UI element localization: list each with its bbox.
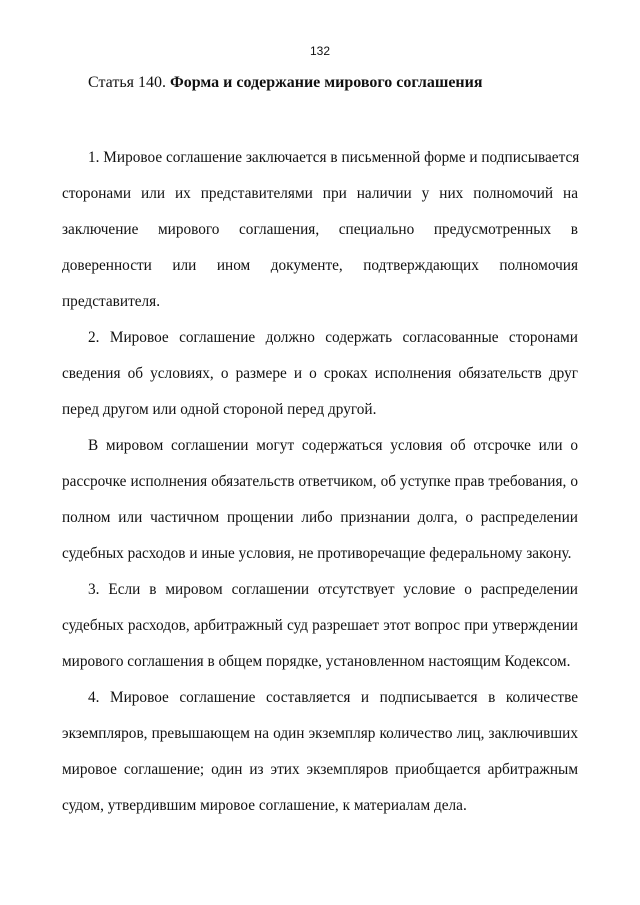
- text-line: представителя.: [62, 293, 161, 310]
- paragraph: [62, 140, 578, 320]
- article-title: [88, 74, 483, 92]
- text-line: сведения об условиях, о размере и о сроках исполнения обязательств друг: [62, 365, 578, 382]
- text-line: 3. Если в мировом соглашении отсутствует условие о распределении: [88, 581, 578, 598]
- paragraph: [62, 572, 578, 680]
- text-line: сторонами или их представителями при наличии у них полномочий на: [62, 185, 578, 202]
- paragraph: [62, 320, 578, 428]
- text-line: рассрочке исполнения обязательств ответчиком, об уступке прав требования, о: [62, 473, 578, 490]
- text-line: перед другом или одной стороной перед другой.: [62, 401, 377, 418]
- article-body: [62, 140, 578, 824]
- text-line: судом, утвердившим мировое соглашение, к материалам дела.: [62, 797, 467, 814]
- text-line: заключение мирового соглашения, специально предусмотренных в: [62, 221, 578, 238]
- text-line: экземпляров, превышающем на один экземпляр количество лиц, заключивших: [62, 725, 578, 742]
- article-heading: Форма и содержание мирового соглашения: [169, 74, 483, 91]
- article-number: Статья 140.: [88, 74, 166, 91]
- text-line: мирового соглашения в общем порядке, установленном настоящим Кодексом.: [62, 653, 571, 670]
- text-line: мировое соглашение; один из этих экземпляров приобщается арбитражным: [62, 761, 578, 778]
- text-line: доверенности или ином документе, подтверждающих полномочия: [62, 257, 578, 274]
- text-line: полном или частичном прощении либо признании долга, о распределении: [62, 509, 578, 526]
- text-line: судебных расходов, арбитражный суд разрешает этот вопрос при утверждении: [62, 617, 578, 634]
- page-number: 132: [309, 44, 331, 58]
- text-line: 1. Мировое соглашение заключается в письменной форме и подписывается: [88, 149, 580, 166]
- text-line: 4. Мировое соглашение составляется и подписывается в количестве: [88, 689, 578, 706]
- text-line: судебных расходов и иные условия, не противоречащие федеральному закону.: [62, 545, 572, 562]
- text-line: 2. Мировое соглашение должно содержать согласованные сторонами: [88, 329, 578, 346]
- text-line: В мировом соглашении могут содержаться условия об отсрочке или о: [88, 437, 578, 454]
- paragraph: [62, 680, 578, 824]
- paragraph: [62, 428, 578, 572]
